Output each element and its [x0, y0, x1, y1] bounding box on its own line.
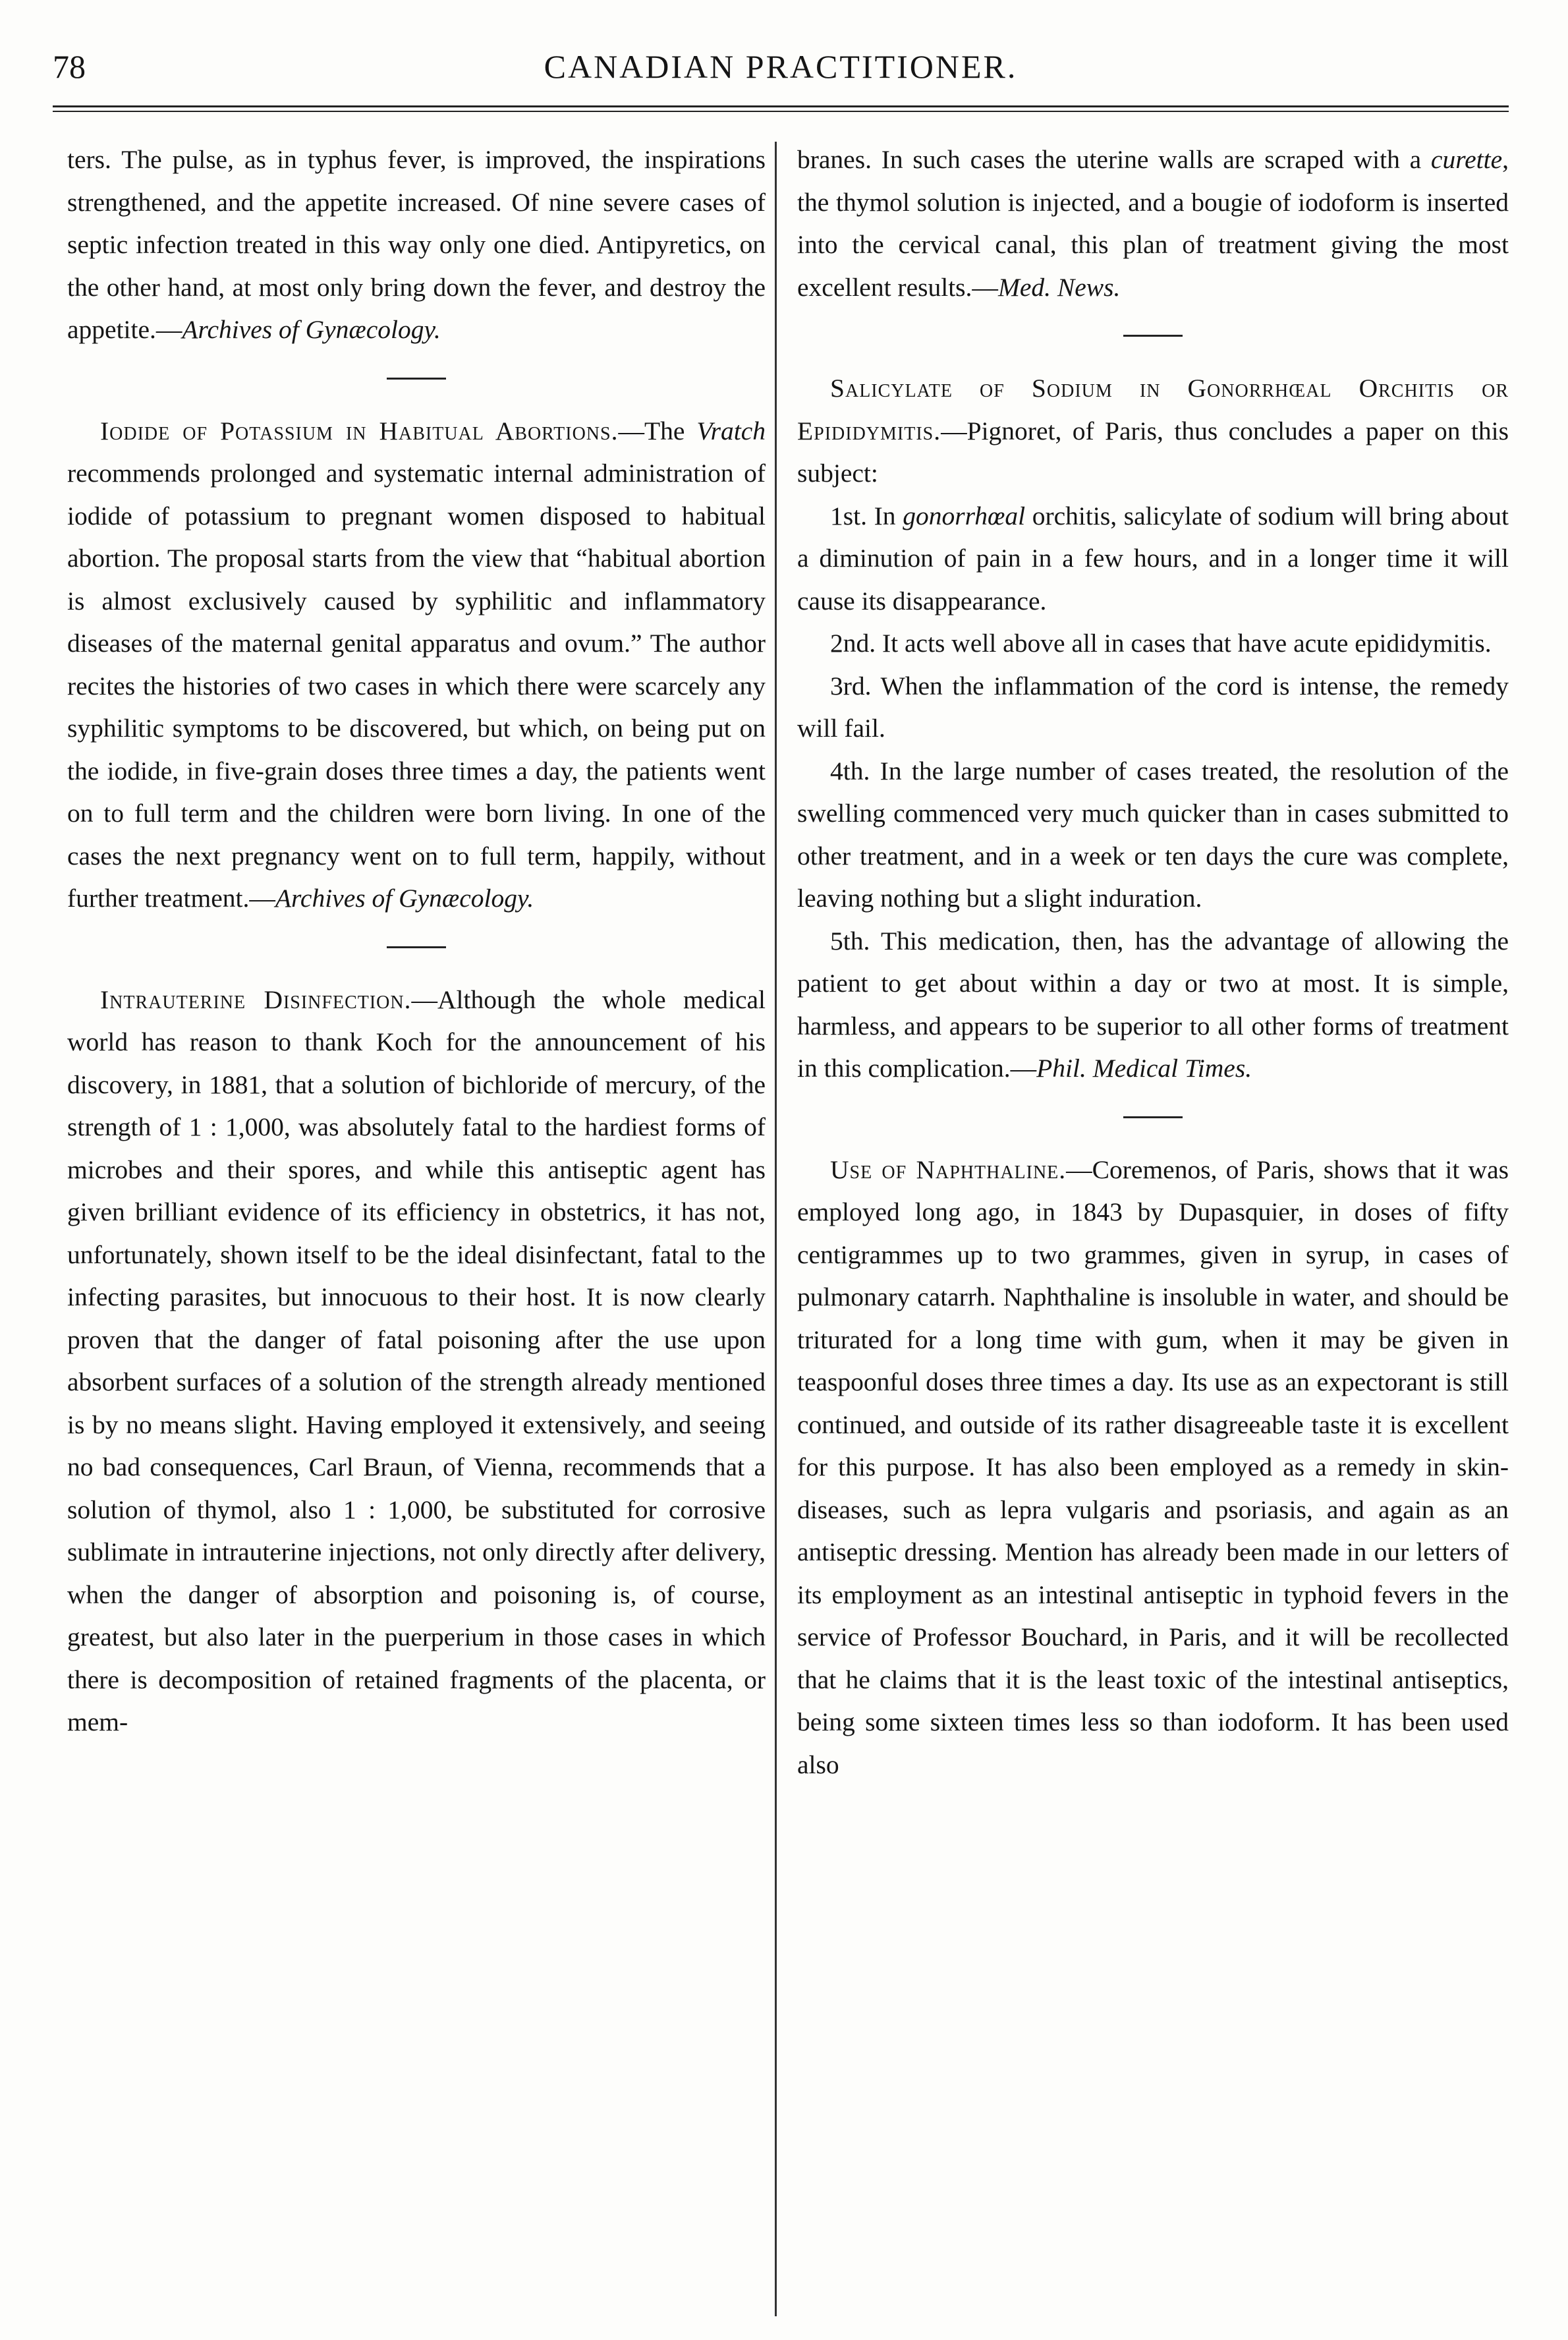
article-separator	[1123, 335, 1183, 337]
list-item: 4th. In the large number of cases treated, the resolution of the swelling commenced very much quicker than in cases submitted to other treatment, and in a week or ten days the cure was complete, leaving nothing but a slight induration.	[797, 756, 1509, 913]
continued-paragraph: ters. The pulse, as in typhus fever, is improved, the inspirations strengthened, and the appetite increased. Of nine severe cases of septic infection treated in this way only one died. Antipyretics, on the other hand, at most only bring down the fever, and destroy the appetite.—Archives of Gynæcology.	[67, 145, 766, 344]
source-citation: Med. News.	[997, 272, 1121, 302]
list-item: 5th. This medication, then, has the advantage of allowing the patient to get about within a day or two at most. It is simple, harmless, and appears to be superior to all other forms of treatment in this complication.—Phil. Medical Times.	[797, 926, 1509, 1083]
continued-paragraph: branes. In such cases the uterine walls are scraped with a curette, the thymol solution is injected, and a bougie of iodoform is inserted into the cervical canal, this plan of treatment giving the most excellent results.—Med. News.	[797, 145, 1509, 302]
article-separator	[1123, 1116, 1183, 1118]
header-rule	[53, 105, 1509, 107]
column-divider	[775, 142, 777, 2316]
article-intrauterine-disinfection: Intrauterine Disinfection.—Although the whole medical world has reason to thank Koch for the announcement of his discovery, in 1881, that a solution of bichloride of mercury, of the strength of 1 : 1,000, was absolutely fatal to the hardiest forms of microbes and their spores, and while this antiseptic agent has given brilliant evidence of its efficiency in obstetrics, it has not, unfortunately, shown itself to be the ideal disinfectant, fatal to the infecting parasites, but innocuous to their host. It is now clearly proven that the danger of fatal poisoning after the use upon absorbent surfaces of a solution of the strength already mentioned is by no means slight. Having employed it extensively, and seeing no bad consequences, Carl Braun, of Vienna, recommends that a solution of thymol, also 1 : 1,000, be substituted for corrosive sublimate in intrauterine injections, not only directly after delivery, when the danger of absorption and poisoning is, of course, greatest, but also later in the puerperium in those cases in which there is decomposition of retained fragments of the placenta, or mem-	[67, 985, 766, 1736]
running-title: CANADIAN PRACTITIONER.	[544, 48, 1018, 85]
article-title: Intrauterine Disinfection.	[100, 985, 412, 1014]
page-number: 78	[53, 48, 86, 85]
source-citation: Archives of Gynæcology.	[182, 315, 441, 344]
article-naphthaline: Use of Naphthaline.—Coremenos, of Paris, shows that it was employed long ago, in 1843 by Dupasquier, in doses of fifty centigrammes up to two grammes, given in syrup, in cases of pulmonary catarrh. Naphthaline is insoluble in water, and should be triturated for a long time with gum, when it may be given in teaspoonful doses three times a day. Its use as an expectorant is still continued, and outside of its rather disagreeable taste it is excellent for this purpose. It has also been employed as a remedy in skin-diseases, such as lepra vulgaris and psoriasis, and again as an antiseptic dressing. Mention has already been made in our letters of its employment as an intestinal antiseptic in typhoid fevers in the service of Professor Bouchard, in Paris, and it will be recollected that he claims that it is the least toxic of the intestinal antiseptics, being some sixteen times less so than iodoform. It has been used also	[797, 1155, 1509, 1779]
page-header	[53, 41, 1509, 100]
header-rule-double	[53, 111, 1509, 112]
article-title: Salicylate of Sodium in Gonorrhœal Orchitis or Epididymitis.	[797, 374, 1509, 445]
article-iodide-potassium: Iodide of Potassium in Habitual Abortions.—The Vratch recommends prolonged and systematic internal administration of iodide of potassium to pregnant women disposed to habitual abortion. The proposal starts from the view that “habitual abortion is almost exclusively caused by syphilitic and inflammatory diseases of the maternal genital apparatus and ovum.” The author recites the histories of two cases in which there were scarcely any syphilitic symptoms to be discovered, but which, on being put on the iodide, in five-grain doses three times a day, the patients went on to full term and the children were born living. In one of the cases the next pregnancy went on to full term, happily, without further treatment.—Archives of Gynæcology.	[67, 416, 766, 913]
list-item: 2nd. It acts well above all in cases that have acute epididymitis.	[830, 629, 1492, 658]
right-column	[797, 138, 1509, 1786]
article-salicylate-sodium: Salicylate of Sodium in Gonorrhœal Orchitis or Epididymitis.—Pignoret, of Paris, thus concludes a paper on this subject:	[797, 374, 1509, 488]
left-column	[67, 138, 766, 1744]
article-separator	[387, 946, 446, 948]
article-separator	[387, 378, 446, 380]
article-title: Iodide of Potassium in Habitual Abortions.	[100, 416, 619, 445]
list-item: 3rd. When the inflammation of the cord is intense, the remedy will fail.	[797, 671, 1509, 743]
list-item: 1st. In gonorrhœal orchitis, salicylate of sodium will bring about a diminution of pain in a few hours, and in a longer time it will cause its disappearance.	[797, 501, 1509, 615]
source-citation: Phil. Medical Times.	[1036, 1054, 1252, 1083]
article-title: Use of Naphthaline.	[830, 1155, 1067, 1184]
source-citation: Archives of Gynæcology.	[275, 884, 534, 913]
